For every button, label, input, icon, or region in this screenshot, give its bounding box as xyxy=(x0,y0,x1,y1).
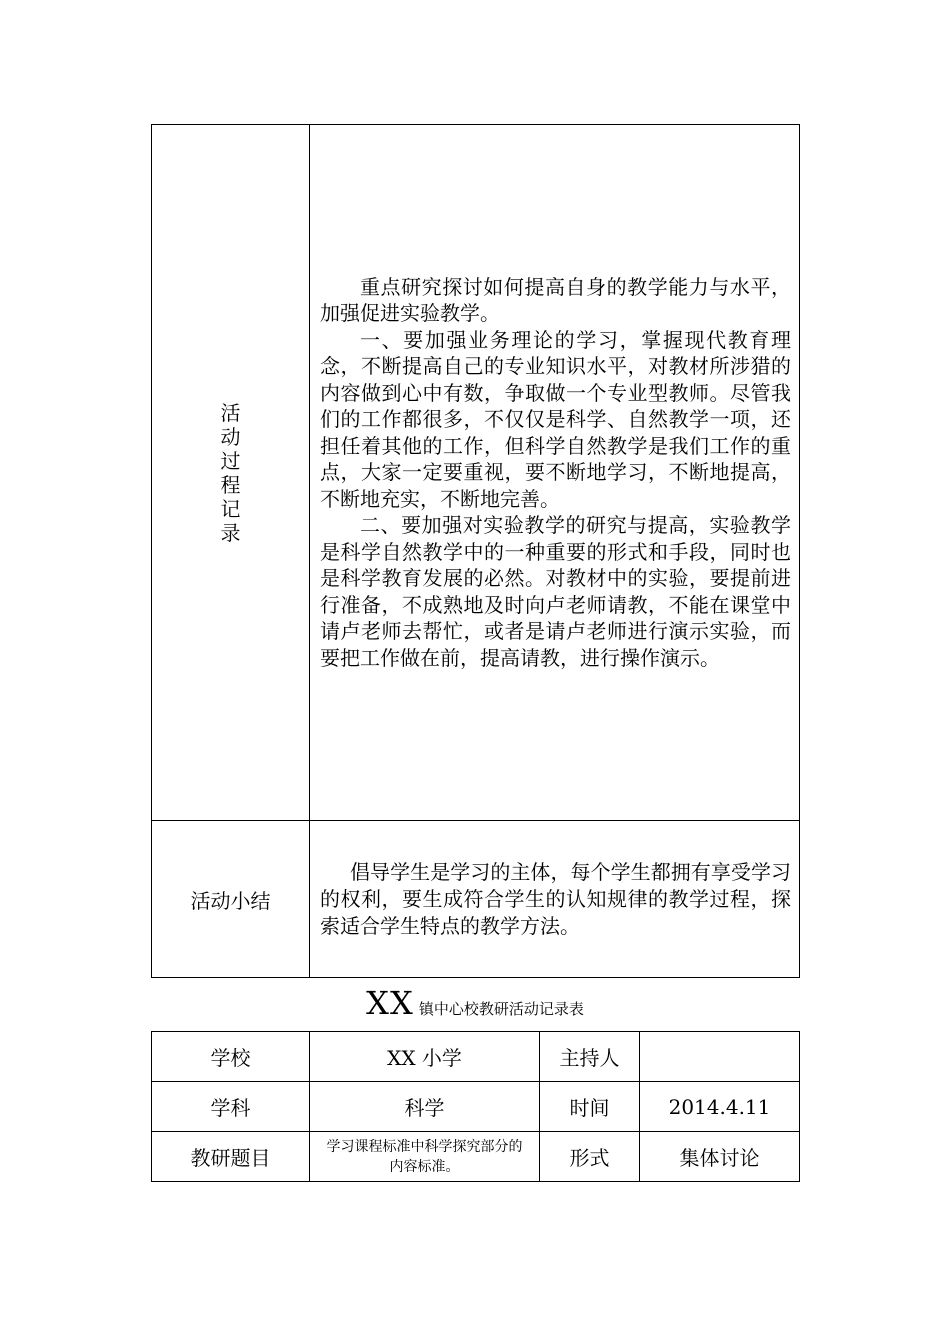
school-label: 学校 xyxy=(152,1032,310,1082)
topic-value: 学习课程标准中科学探究部分的内容标准。 xyxy=(310,1132,540,1182)
summary-label: 活动小结 xyxy=(152,821,310,978)
process-label: 活动过程记录 xyxy=(220,400,241,545)
summary-row xyxy=(152,821,800,978)
process-paragraph-two: 二、要加强对实验教学的研究与提高，实验教学是科学自然教学中的一种重要的形式和手段，同时也是科学教育发展的必然。对教材中的实验，要提前进行准备，不成熟地及时向卢老师请教，不能在课堂中请卢老师去帮忙，或者是请卢老师进行演示实验，而要把工作做在前，提高请教，进行操作演示。 xyxy=(320,513,791,670)
school-value: XX 小学 xyxy=(310,1032,540,1082)
info-table xyxy=(151,1031,800,1182)
document-title xyxy=(151,984,799,1022)
title-prefix: XX xyxy=(366,984,414,1022)
host-label: 主持人 xyxy=(540,1032,640,1082)
title-suffix: 镇中心校教研活动记录表 xyxy=(418,1000,584,1018)
process-label-cell xyxy=(152,125,310,821)
summary-text: 倡导学生是学习的主体，每个学生都拥有享受学习的权利，要生成符合学生的认知规律的教学过程，探索适合学生特点的教学方法。 xyxy=(320,859,791,938)
process-paragraph-one: 一、要加强业务理论的学习，掌握现代教育理念，不断提高自己的专业知识水平，对教材所涉猎的内容做到心中有数，争取做一个专业型教师。尽管我们的工作都很多，不仅仅是科学、自然教学一项，还担任着其他的工作，但科学自然教学是我们工作的重点，大家一定要重视，要不断地学习，不断地提高，不断地充实，不断地完善。 xyxy=(320,327,791,511)
process-content-cell xyxy=(310,125,800,821)
process-paragraph-intro: 重点研究探讨如何提高自身的教学能力与水平，加强促进实验教学。 xyxy=(320,274,791,326)
subject-value: 科学 xyxy=(310,1082,540,1132)
time-value: 2014.4.11 xyxy=(640,1082,800,1132)
info-row-topic xyxy=(152,1132,800,1182)
process-row xyxy=(152,125,800,821)
form-value: 集体讨论 xyxy=(640,1132,800,1182)
time-label: 时间 xyxy=(540,1082,640,1132)
subject-label: 学科 xyxy=(152,1082,310,1132)
host-value xyxy=(640,1032,800,1082)
topic-label: 教研题目 xyxy=(152,1132,310,1182)
info-row-subject xyxy=(152,1082,800,1132)
form-label: 形式 xyxy=(540,1132,640,1182)
info-row-school xyxy=(152,1032,800,1082)
summary-content-cell xyxy=(310,821,800,978)
activity-record-table xyxy=(151,124,800,978)
